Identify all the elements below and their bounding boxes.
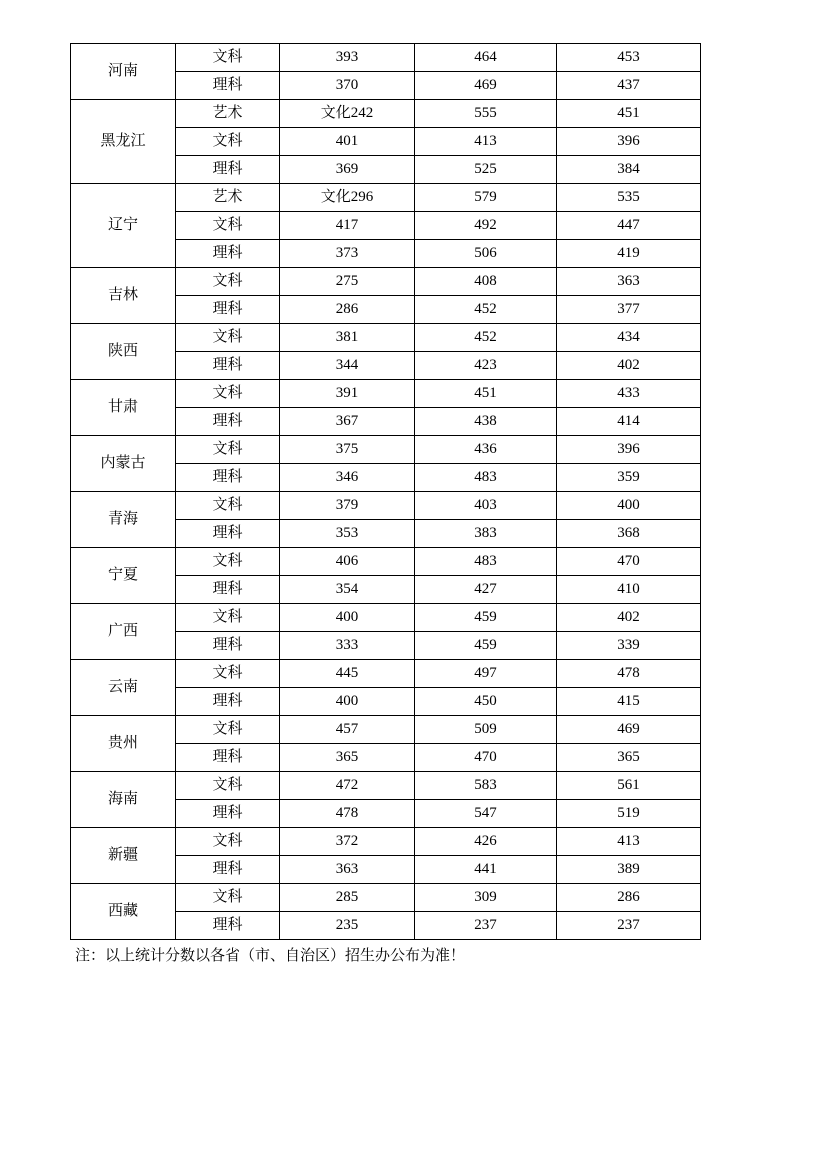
score-cell: 483 (415, 464, 557, 492)
subject-type-cell: 艺术 (176, 184, 280, 212)
subject-type-cell: 文科 (176, 268, 280, 296)
score-cell: 470 (557, 548, 701, 576)
score-cell: 451 (557, 100, 701, 128)
subject-type-cell: 文科 (176, 128, 280, 156)
table-row (71, 660, 701, 688)
score-cell: 391 (280, 380, 415, 408)
score-cell: 372 (280, 828, 415, 856)
province-name-cell: 青海 (71, 492, 176, 548)
score-cell: 369 (280, 156, 415, 184)
province-name-cell: 辽宁 (71, 184, 176, 268)
score-cell: 561 (557, 772, 701, 800)
score-cell: 506 (415, 240, 557, 268)
subject-type-cell: 理科 (176, 856, 280, 884)
score-cell: 438 (415, 408, 557, 436)
subject-type-cell: 理科 (176, 688, 280, 716)
subject-type-cell: 理科 (176, 296, 280, 324)
score-cell: 434 (557, 324, 701, 352)
score-cell: 436 (415, 436, 557, 464)
table-row (71, 604, 701, 632)
province-name-cell: 新疆 (71, 828, 176, 884)
score-cell: 492 (415, 212, 557, 240)
score-cell: 433 (557, 380, 701, 408)
score-cell: 469 (557, 716, 701, 744)
score-cell: 447 (557, 212, 701, 240)
score-cell: 452 (415, 324, 557, 352)
score-cell: 383 (415, 520, 557, 548)
province-name-cell: 贵州 (71, 716, 176, 772)
subject-type-cell: 理科 (176, 72, 280, 100)
score-cell: 478 (557, 660, 701, 688)
table-row (71, 44, 701, 72)
score-cell: 415 (557, 688, 701, 716)
subject-type-cell: 文科 (176, 660, 280, 688)
score-cell: 457 (280, 716, 415, 744)
score-cell: 309 (415, 884, 557, 912)
score-cell: 文化242 (280, 100, 415, 128)
province-name-cell: 陕西 (71, 324, 176, 380)
score-cell: 377 (557, 296, 701, 324)
subject-type-cell: 文科 (176, 492, 280, 520)
score-cell: 353 (280, 520, 415, 548)
score-cell: 406 (280, 548, 415, 576)
subject-type-cell: 艺术 (176, 100, 280, 128)
subject-type-cell: 理科 (176, 156, 280, 184)
score-cell: 400 (280, 604, 415, 632)
subject-type-cell: 文科 (176, 44, 280, 72)
score-cell: 535 (557, 184, 701, 212)
score-cell: 237 (415, 912, 557, 940)
subject-type-cell: 文科 (176, 772, 280, 800)
score-cell: 363 (557, 268, 701, 296)
subject-type-cell: 理科 (176, 576, 280, 604)
score-cell: 478 (280, 800, 415, 828)
score-cell: 413 (557, 828, 701, 856)
score-cell: 384 (557, 156, 701, 184)
score-cell: 400 (280, 688, 415, 716)
province-name-cell: 西藏 (71, 884, 176, 940)
subject-type-cell: 理科 (176, 632, 280, 660)
province-name-cell: 海南 (71, 772, 176, 828)
table-row (71, 716, 701, 744)
score-cell: 427 (415, 576, 557, 604)
score-cell: 368 (557, 520, 701, 548)
subject-type-cell: 理科 (176, 520, 280, 548)
score-cell: 509 (415, 716, 557, 744)
score-cell: 文化296 (280, 184, 415, 212)
table-row (71, 884, 701, 912)
table-row (71, 100, 701, 128)
score-cell: 393 (280, 44, 415, 72)
table-row (71, 268, 701, 296)
subject-type-cell: 文科 (176, 884, 280, 912)
score-cell: 423 (415, 352, 557, 380)
province-name-cell: 甘肃 (71, 380, 176, 436)
table-row (71, 324, 701, 352)
subject-type-cell: 理科 (176, 408, 280, 436)
score-cell: 339 (557, 632, 701, 660)
score-cell: 381 (280, 324, 415, 352)
score-cell: 346 (280, 464, 415, 492)
score-cell: 379 (280, 492, 415, 520)
score-cell: 497 (415, 660, 557, 688)
score-cell: 344 (280, 352, 415, 380)
province-name-cell: 吉林 (71, 268, 176, 324)
score-cell: 417 (280, 212, 415, 240)
score-cell: 419 (557, 240, 701, 268)
score-cell: 450 (415, 688, 557, 716)
score-cell: 413 (415, 128, 557, 156)
score-cell: 459 (415, 604, 557, 632)
score-cell: 396 (557, 128, 701, 156)
score-cell: 464 (415, 44, 557, 72)
score-cell: 525 (415, 156, 557, 184)
score-cell: 354 (280, 576, 415, 604)
table-row (71, 492, 701, 520)
subject-type-cell: 理科 (176, 352, 280, 380)
table-row (71, 828, 701, 856)
score-cell: 483 (415, 548, 557, 576)
subject-type-cell: 文科 (176, 548, 280, 576)
subject-type-cell: 理科 (176, 800, 280, 828)
score-cell: 441 (415, 856, 557, 884)
score-table (70, 43, 701, 940)
score-cell: 365 (280, 744, 415, 772)
province-name-cell: 黑龙江 (71, 100, 176, 184)
score-cell: 237 (557, 912, 701, 940)
score-cell: 414 (557, 408, 701, 436)
table-row (71, 184, 701, 212)
score-cell: 403 (415, 492, 557, 520)
score-cell: 437 (557, 72, 701, 100)
subject-type-cell: 文科 (176, 380, 280, 408)
score-cell: 547 (415, 800, 557, 828)
province-name-cell: 河南 (71, 44, 176, 100)
subject-type-cell: 理科 (176, 464, 280, 492)
score-table-body (71, 44, 701, 940)
score-cell: 401 (280, 128, 415, 156)
score-cell: 402 (557, 352, 701, 380)
table-row (71, 548, 701, 576)
score-cell: 333 (280, 632, 415, 660)
score-cell: 555 (415, 100, 557, 128)
score-cell: 370 (280, 72, 415, 100)
subject-type-cell: 理科 (176, 744, 280, 772)
score-cell: 459 (415, 632, 557, 660)
score-cell: 453 (557, 44, 701, 72)
score-cell: 396 (557, 436, 701, 464)
score-cell: 375 (280, 436, 415, 464)
score-cell: 286 (280, 296, 415, 324)
score-cell: 389 (557, 856, 701, 884)
subject-type-cell: 文科 (176, 828, 280, 856)
province-name-cell: 内蒙古 (71, 436, 176, 492)
score-cell: 365 (557, 744, 701, 772)
score-cell: 469 (415, 72, 557, 100)
table-row (71, 436, 701, 464)
score-cell: 519 (557, 800, 701, 828)
score-cell: 400 (557, 492, 701, 520)
score-cell: 367 (280, 408, 415, 436)
score-cell: 445 (280, 660, 415, 688)
score-cell: 275 (280, 268, 415, 296)
subject-type-cell: 文科 (176, 324, 280, 352)
province-name-cell: 广西 (71, 604, 176, 660)
score-cell: 373 (280, 240, 415, 268)
province-name-cell: 云南 (71, 660, 176, 716)
subject-type-cell: 文科 (176, 716, 280, 744)
score-cell: 470 (415, 744, 557, 772)
score-cell: 285 (280, 884, 415, 912)
score-cell: 451 (415, 380, 557, 408)
subject-type-cell: 文科 (176, 436, 280, 464)
score-cell: 472 (280, 772, 415, 800)
subject-type-cell: 理科 (176, 912, 280, 940)
score-cell: 359 (557, 464, 701, 492)
score-cell: 363 (280, 856, 415, 884)
subject-type-cell: 文科 (176, 212, 280, 240)
score-cell: 402 (557, 604, 701, 632)
province-name-cell: 宁夏 (71, 548, 176, 604)
score-cell: 235 (280, 912, 415, 940)
subject-type-cell: 理科 (176, 240, 280, 268)
score-cell: 408 (415, 268, 557, 296)
score-cell: 579 (415, 184, 557, 212)
score-cell: 410 (557, 576, 701, 604)
score-cell: 426 (415, 828, 557, 856)
score-cell: 583 (415, 772, 557, 800)
table-row (71, 380, 701, 408)
table-row (71, 772, 701, 800)
footnote: 注：以上统计分数以各省（市、自治区）招生办公布为准！ (75, 948, 466, 964)
score-cell: 452 (415, 296, 557, 324)
score-cell: 286 (557, 884, 701, 912)
subject-type-cell: 文科 (176, 604, 280, 632)
